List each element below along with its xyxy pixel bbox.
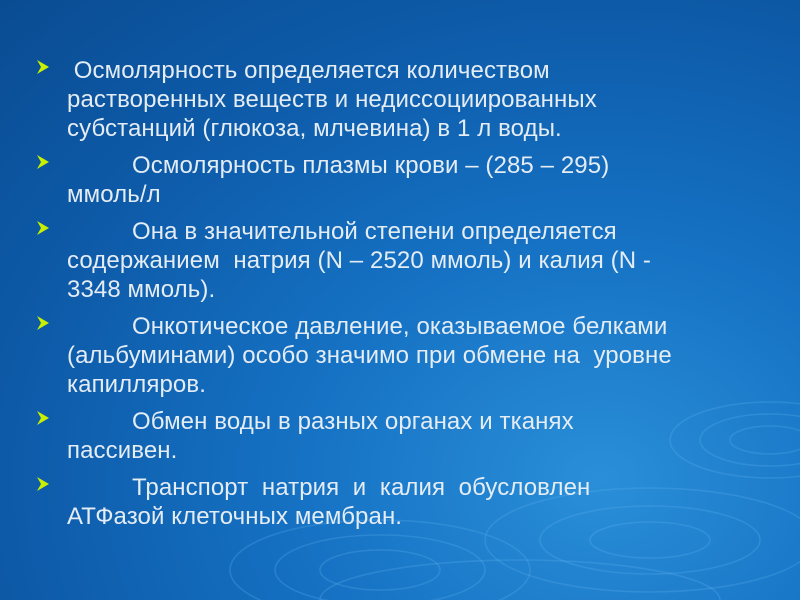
bullet-text: Она в значительной степени определяется содержанием натрия (N – 2520 ммоль) и калия (N - 3348 ммоль). [67,218,651,303]
bullet-text: Онкотическое давление, оказываемое белками (альбуминами) особо значимо при обмене на уровне капилляров. [67,313,672,398]
bullet-list [36,56,756,539]
bullet-text: Осмолярность определяется количеством растворенных веществ и недиссоциированных субстанций (глюкоза, млчевина) в 1 л воды. [67,57,597,142]
bullet-item [36,56,756,143]
arrowhead-bullet-icon [36,154,50,170]
arrowhead-bullet-icon [36,315,50,331]
arrowhead-bullet-icon [36,59,50,75]
bullet-item [36,473,756,531]
bullet-text: Транспорт натрия и калия обусловлен АТФазой клеточных мембран. [67,474,591,530]
bullet-item [36,407,756,465]
bullet-item [36,312,756,399]
bullet-item [36,217,756,304]
bullet-text: Осмолярность плазмы крови – (285 – 295) ммоль/л [67,152,610,208]
bullet-text: Обмен воды в разных органах и тканях пассивен. [67,408,574,464]
arrowhead-bullet-icon [36,410,50,426]
arrowhead-bullet-icon [36,220,50,236]
bullet-item [36,151,756,209]
arrowhead-bullet-icon [36,476,50,492]
